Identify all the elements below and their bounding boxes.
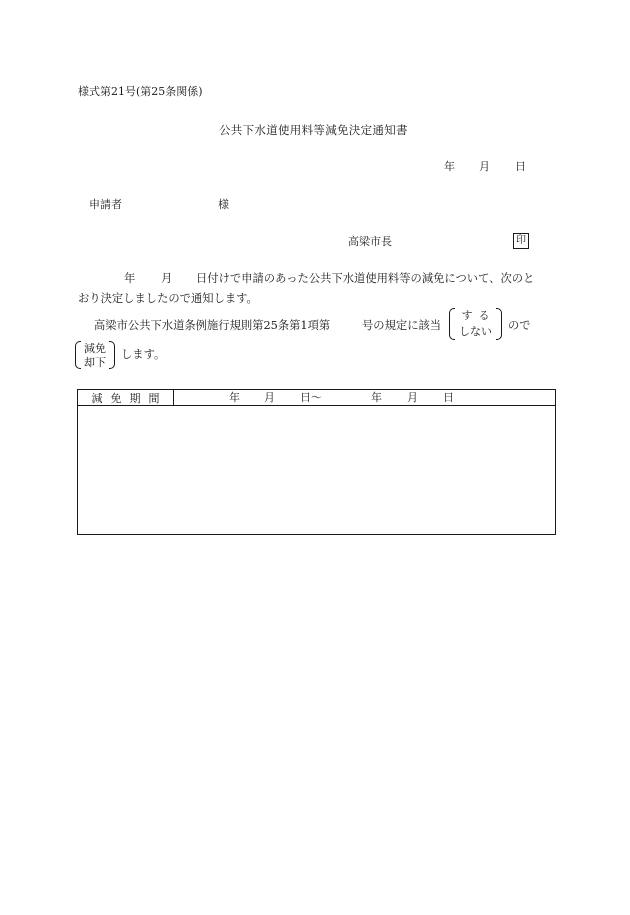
issue-date-day-label: 日 xyxy=(515,160,526,173)
application-month-label: 月 xyxy=(161,272,173,285)
issuer-mayor: 高梁市長 xyxy=(348,235,392,248)
choice-genmen: 減免 xyxy=(84,342,106,355)
choice-shinai: しない xyxy=(459,325,492,338)
reduction-period-table xyxy=(77,389,556,535)
table-body-area xyxy=(78,406,555,534)
period-from-year: 年 xyxy=(229,391,240,404)
connector-text: ので xyxy=(508,319,531,332)
body-text-line1: 日付けで申請のあった公共下水道使用料等の減免について、次のと xyxy=(196,272,535,285)
reduction-period-label: 減免期間 xyxy=(78,390,174,405)
period-from-day: 日～ xyxy=(300,391,322,404)
period-to-month: 月 xyxy=(407,391,418,404)
applies-choice-bracket xyxy=(449,308,502,340)
form-number: 様式第21号(第25条関係) xyxy=(78,85,203,98)
applicant-label: 申請者 xyxy=(89,198,122,211)
applicant-honorific: 様 xyxy=(218,198,229,211)
issue-date-month-label: 月 xyxy=(479,160,490,173)
table-header-row xyxy=(78,390,555,406)
period-to-day: 日 xyxy=(443,391,454,404)
period-to-year: 年 xyxy=(371,391,382,404)
rule-reference-text: 高梁市公共下水道条例施行規則第25条第1項第 xyxy=(94,319,331,332)
choice-kyakka: 却下 xyxy=(84,356,106,369)
decision-choice-bracket xyxy=(75,341,115,369)
rule-applies-text: 号の規定に該当 xyxy=(362,319,442,332)
period-from-month: 月 xyxy=(264,391,275,404)
choice-suru: する xyxy=(461,309,496,322)
closing-text: します。 xyxy=(121,348,166,361)
body-text-line2: おり決定しましたので通知します。 xyxy=(78,292,258,305)
document-title: 公共下水道使用料等減免決定通知書 xyxy=(219,123,408,137)
issue-date-year-label: 年 xyxy=(444,160,455,173)
application-year-label: 年 xyxy=(124,272,136,285)
seal-mark: 印 xyxy=(513,233,529,249)
